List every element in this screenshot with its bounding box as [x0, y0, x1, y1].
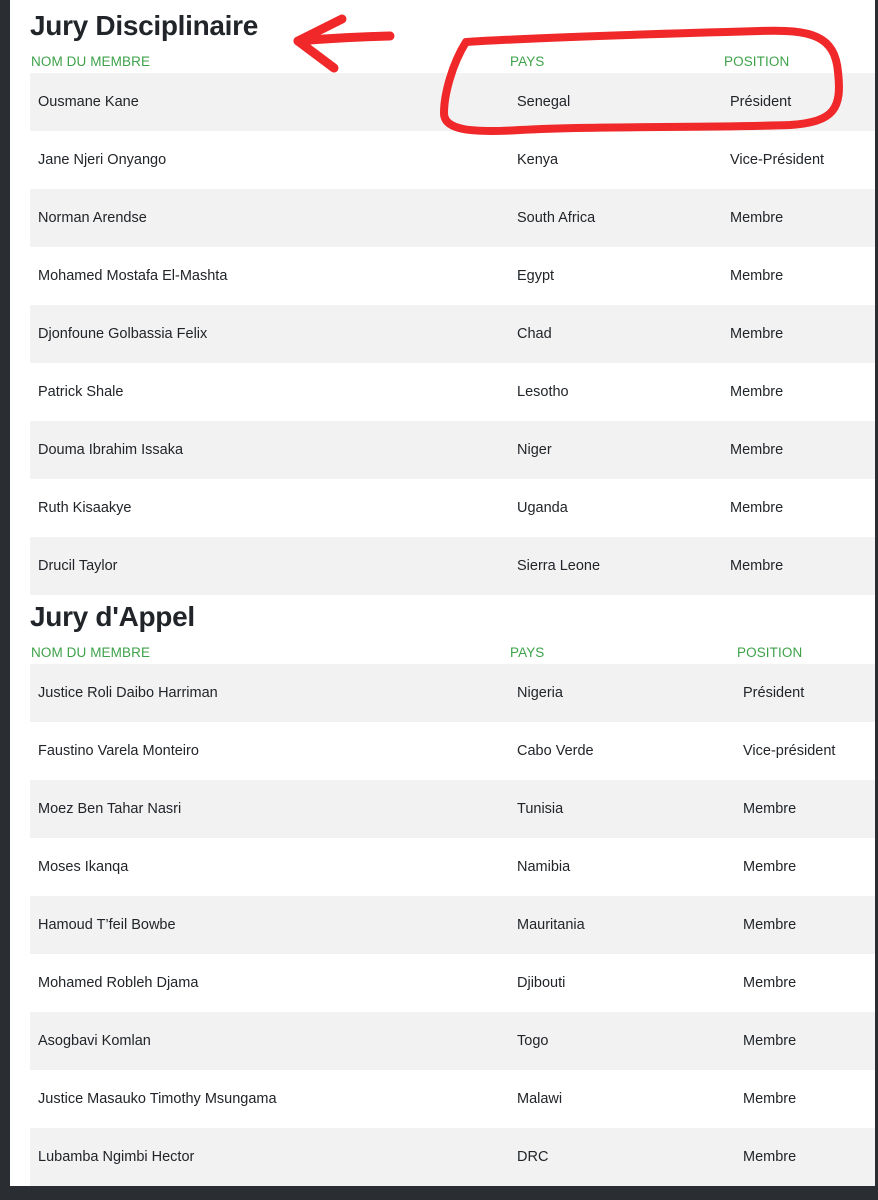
window-frame-bottom: [0, 1186, 878, 1200]
table-row: [30, 896, 875, 954]
member-position: Membre: [730, 500, 784, 516]
member-country: Djibouti: [517, 975, 566, 991]
table-row: [30, 247, 875, 305]
column-header-position: POSITION: [737, 645, 803, 660]
member-position: Membre: [730, 384, 784, 400]
member-name: Patrick Shale: [38, 384, 124, 400]
member-position: Membre: [743, 1091, 797, 1107]
member-country: Tunisia: [517, 801, 564, 817]
member-position: Membre: [743, 859, 797, 875]
member-country: Chad: [517, 326, 552, 342]
column-header-name: NOM DU MEMBRE: [31, 645, 151, 660]
member-name: Moez Ben Tahar Nasri: [38, 801, 182, 817]
member-name: Moses Ikanqa: [38, 859, 129, 875]
member-position: Vice-président: [743, 743, 836, 759]
member-country: Namibia: [517, 859, 571, 875]
table-row: [30, 780, 875, 838]
member-country: Cabo Verde: [517, 743, 594, 759]
member-position: Membre: [730, 442, 784, 458]
member-name: Drucil Taylor: [38, 558, 118, 574]
member-name: Douma Ibrahim Issaka: [38, 442, 184, 458]
table-row: [30, 954, 875, 1012]
member-country: Malawi: [517, 1091, 563, 1107]
member-name: Hamoud T’feil Bowbe: [38, 917, 176, 933]
table-row: [30, 363, 875, 421]
table-row: [30, 1070, 875, 1128]
table-row: [30, 305, 875, 363]
member-name: Jane Njeri Onyango: [38, 152, 167, 168]
member-position: Membre: [743, 1033, 797, 1049]
member-name: Asogbavi Komlan: [38, 1033, 151, 1049]
member-country: South Africa: [517, 210, 596, 226]
section-title-jury-appel: Jury d'Appel: [30, 601, 195, 632]
member-name: Djonfoune Golbassia Felix: [38, 326, 208, 342]
member-country: DRC: [517, 1149, 549, 1165]
table-row: [30, 131, 875, 189]
members-table-disciplinaire: [30, 73, 875, 595]
member-country: Uganda: [517, 500, 568, 516]
member-country: Niger: [517, 442, 552, 458]
member-position: Membre: [743, 1149, 797, 1165]
member-name: Ousmane Kane: [38, 94, 139, 110]
member-position: Membre: [730, 326, 784, 342]
member-country: Kenya: [517, 152, 559, 168]
column-header-country: PAYS: [510, 645, 545, 660]
member-position: Vice-Président: [730, 152, 825, 168]
member-position: Membre: [730, 558, 784, 574]
member-name: Justice Roli Daibo Harriman: [38, 685, 218, 701]
window-frame-left: [0, 0, 10, 1200]
table-row: [30, 537, 875, 595]
member-country: Lesotho: [517, 384, 569, 400]
member-name: Mohamed Mostafa El-Mashta: [38, 268, 228, 284]
table-row: [30, 73, 875, 131]
member-country: Nigeria: [517, 685, 563, 701]
table-row: [30, 421, 875, 479]
member-position: Membre: [730, 268, 784, 284]
member-position: Membre: [743, 917, 797, 933]
table-row: [30, 722, 875, 780]
table-row: [30, 838, 875, 896]
member-position: Membre: [743, 801, 797, 817]
member-name: Ruth Kisaakye: [38, 500, 132, 516]
column-header-country: PAYS: [510, 54, 545, 69]
member-name: Norman Arendse: [38, 210, 147, 226]
member-position: Membre: [730, 210, 784, 226]
member-country: Togo: [517, 1033, 549, 1049]
member-country: Egypt: [517, 268, 555, 284]
member-country: Sierra Leone: [517, 558, 601, 574]
table-row: [30, 1128, 875, 1186]
table-row: [30, 664, 875, 722]
member-country: Senegal: [517, 94, 571, 110]
column-header-name: NOM DU MEMBRE: [31, 54, 151, 69]
member-name: Justice Masauko Timothy Msungama: [38, 1091, 277, 1107]
members-table-appel: [30, 664, 875, 1186]
member-name: Lubamba Ngimbi Hector: [38, 1149, 195, 1165]
member-position: Président: [743, 685, 805, 701]
column-header-position: POSITION: [724, 54, 790, 69]
table-row: [30, 479, 875, 537]
section-title-jury-disciplinaire: Jury Disciplinaire: [30, 10, 259, 41]
red-arrow-icon: [298, 19, 390, 68]
table-row: [30, 1012, 875, 1070]
member-name: Faustino Varela Monteiro: [38, 743, 199, 759]
member-name: Mohamed Robleh Djama: [38, 975, 199, 991]
member-country: Mauritania: [517, 917, 585, 933]
table-row: [30, 189, 875, 247]
member-position: Membre: [743, 975, 797, 991]
member-position: Président: [730, 94, 792, 110]
